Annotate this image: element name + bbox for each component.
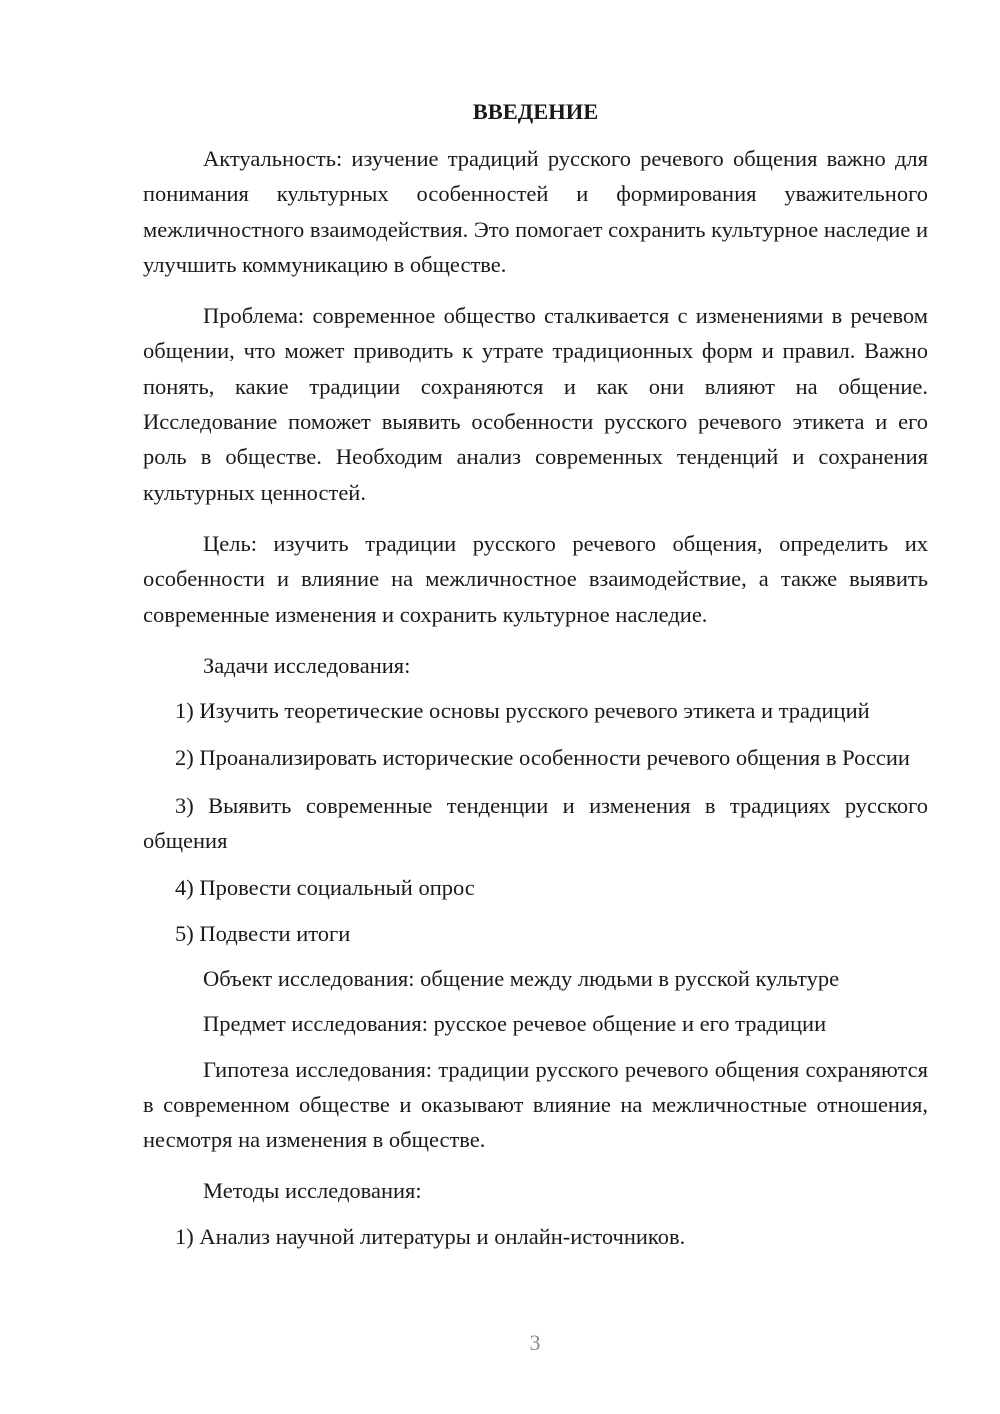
tasks-title: Задачи исследования:	[203, 652, 411, 678]
task-item-1: 1) Изучить теоретические основы русского речевого этикета и традиций	[175, 698, 870, 724]
page-body	[143, 94, 928, 1264]
task-item-4: 4) Провести социальный опрос	[175, 875, 475, 901]
object-paragraph: Объект исследования: общение между людьми в русской культуре	[203, 965, 840, 991]
relevance-paragraph: Актуальность: изучение традиций русского речевого общения важно для понимания культурных особенностей и формирования уважительного межличностного взаимодействия. Это помогает сохранить культурное наследие и улучшить коммуникацию в обществе.	[143, 146, 928, 277]
goal-paragraph: Цель: изучить традиции русского речевого общения, определить их особенности и влияние на межличностное взаимодействие, а также выявить современные изменения и сохранить культурное наследие.	[143, 530, 928, 627]
task-item-2: 2) Проанализировать исторические особенности речевого общения в России	[175, 745, 910, 771]
methods-title: Методы исследования:	[203, 1178, 422, 1204]
section-heading: ВВЕДЕНИЕ	[472, 99, 599, 124]
problem-paragraph: Проблема: современное общество сталкивается с изменениями в речевом общении, что может приводить к утрате традиционных форм и правил. Важно понять, какие традиции сохраняются и как они влияют на общение. Исследование поможет выявить особенности русского речевого этикета и его роль в обществе. Необходим анализ современных тенденций и сохранения культурных ценностей.	[143, 303, 928, 505]
hypothesis-paragraph: Гипотеза исследования: традиции русского речевого общения сохраняются в современном обществе и оказывают влияние на межличностные отношения, несмотря на изменения в обществе.	[143, 1056, 928, 1153]
task-item-5: 5) Подвести итоги	[175, 920, 351, 946]
method-item-1: 1) Анализ научной литературы и онлайн-источников.	[175, 1223, 686, 1249]
task-item-3: 3) Выявить современные тенденции и изменения в традициях русского общения	[143, 792, 928, 854]
page-number: 3	[529, 1330, 541, 1355]
subject-paragraph: Предмет исследования: русское речевое общение и его традиции	[203, 1011, 827, 1037]
